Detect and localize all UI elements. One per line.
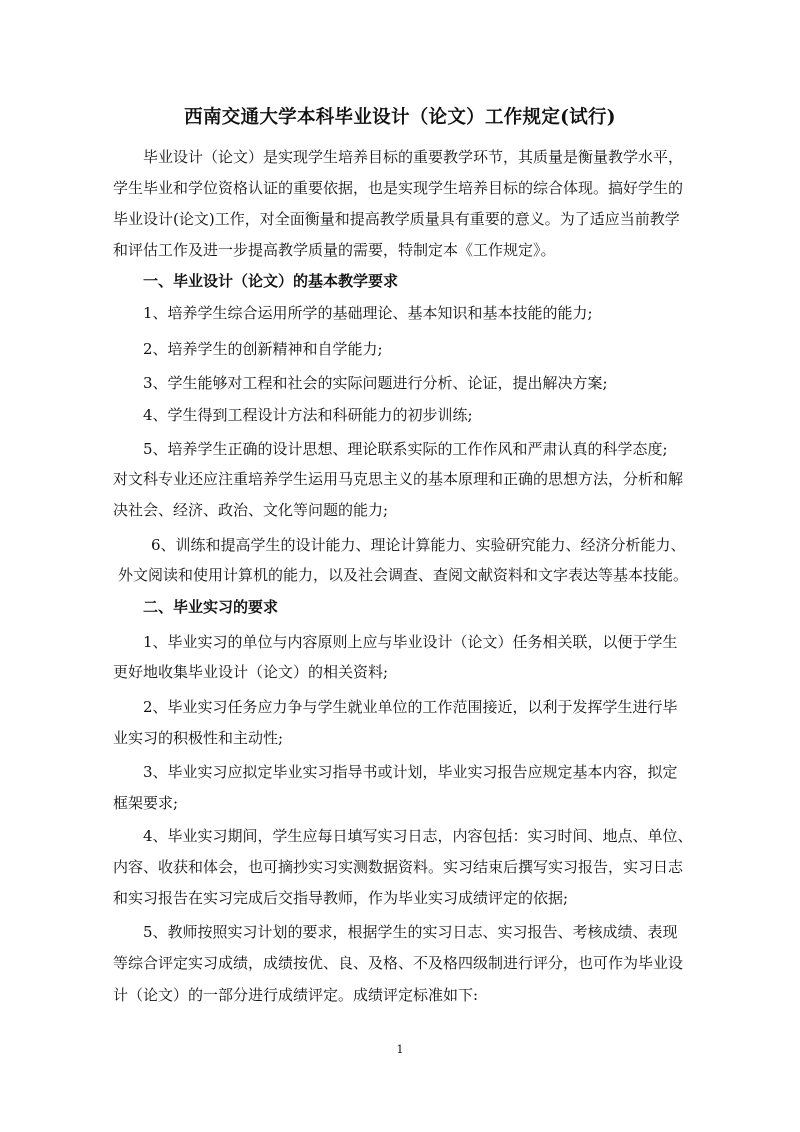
document-title: 西南交通大学本科毕业设计（论文）工作规定(试行) <box>184 107 616 128</box>
requirement-item-6-cont: 外文阅读和使用计算机的能力，以及社会调查、查阅文献资料和文字表达等基本技能。 <box>118 566 689 584</box>
internship-item-1-cont: 更好地收集毕业设计（论文）的相关资料; <box>113 663 389 681</box>
section-heading-1: 一、毕业设计（论文）的基本教学要求 <box>143 272 399 290</box>
internship-item-2: 2、毕业实习任务应力争与学生就业单位的工作范围接近，以利于发挥学生进行毕 <box>143 698 678 716</box>
internship-item-3: 3、毕业实习应拟定毕业实习指导书或计划，毕业实习报告应规定基本内容，拟定 <box>143 763 678 781</box>
internship-item-2-cont: 业实习的积极性和主动性; <box>113 729 284 747</box>
requirement-item-3: 3、学生能够对工程和社会的实际问题进行分析、论证，提出解决方案; <box>143 374 608 392</box>
requirement-item-5-cont-2: 决社会、经济、政治、文化等问题的能力; <box>113 501 389 519</box>
requirement-item-6: 6、训练和提高学生的设计能力、理论计算能力、实验研究能力、经济分析能力、 <box>151 536 686 554</box>
requirement-item-2: 2、培养学生的创新精神和自学能力; <box>143 340 383 358</box>
section-heading-2: 二、毕业实习的要求 <box>143 598 279 616</box>
intro-line-3: 毕业设计(论文)工作，对全面衡量和提高教学质量具有重要的意义。为了适应当前教学 <box>113 210 680 228</box>
requirement-item-5: 5、培养学生正确的设计思想、理论联系实际的工作作风和严肃认真的科学态度; <box>143 440 668 458</box>
intro-line-2: 学生毕业和学位资格认证的重要依据，也是实现学生培养目标的综合体现。搞好学生的 <box>113 179 684 197</box>
internship-item-4-cont-1: 内容、收获和体会，也可摘抄实习实测数据资料。实习结束后撰写实习报告，实习日志 <box>113 858 684 876</box>
internship-item-5-cont-1: 等综合评定实习成绩，成绩按优、良、及格、不及格四级制进行评分，也可作为毕业设 <box>113 954 684 972</box>
internship-item-5: 5、教师按照实习计划的要求，根据学生的实习日志、实习报告、考核成绩、表现 <box>143 923 678 941</box>
intro-line-1: 毕业设计（论文）是实现学生培养目标的重要教学环节，其质量是衡量教学水平， <box>143 148 684 166</box>
internship-item-4: 4、毕业实习期间，学生应每日填写实习日志，内容包括：实习时间、地点、单位、 <box>143 827 693 845</box>
internship-item-1: 1、毕业实习的单位与内容原则上应与毕业设计（论文）任务相关联，以便于学生 <box>143 633 678 651</box>
page-number: 1 <box>396 1043 404 1056</box>
requirement-item-4: 4、学生得到工程设计方法和科研能力的初步训练; <box>143 406 473 424</box>
internship-item-3-cont: 框架要求; <box>113 794 179 812</box>
requirement-item-1: 1、培养学生综合运用所学的基础理论、基本知识和基本技能的能力; <box>143 304 593 322</box>
internship-item-4-cont-2: 和实习报告在实习完成后交指导教师，作为毕业实习成绩评定的依据; <box>113 889 569 907</box>
internship-item-5-cont-2: 计（论文）的一部分进行成绩评定。成绩评定标准如下: <box>113 986 479 1004</box>
intro-line-4: 和评估工作及进一步提高教学质量的需要，特制定本《工作规定》。 <box>113 241 556 259</box>
requirement-item-5-cont-1: 对文科专业还应注重培养学生运用马克思主义的基本原理和正确的思想方法，分析和解 <box>113 470 684 488</box>
